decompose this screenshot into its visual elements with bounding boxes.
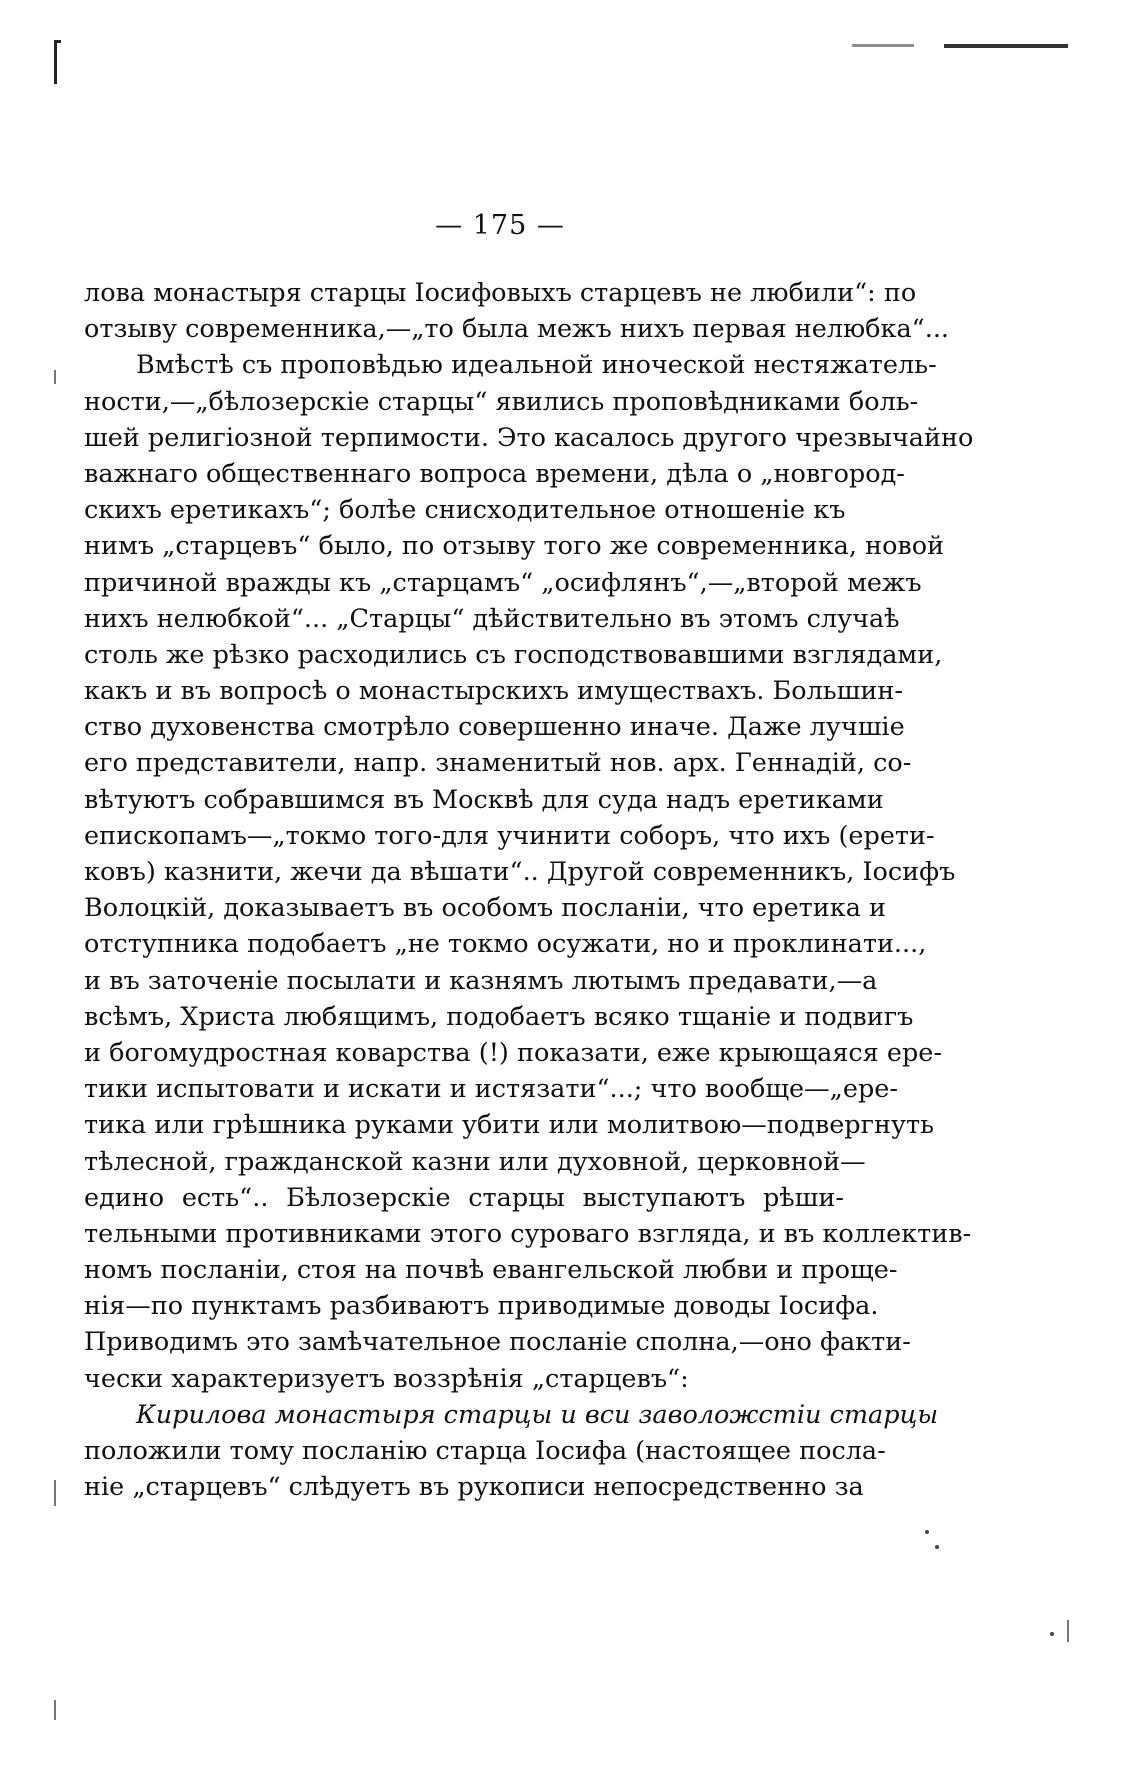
text-line: тики испытовати и искати и истязати“...; что вообще—„ере- bbox=[84, 1074, 898, 1105]
text-line: шей религіозной терпимости. Это касалось другого чрезвычайно bbox=[84, 422, 974, 453]
text-line: положили тому посланію старца Іосифа (настоящее посла- bbox=[84, 1436, 886, 1466]
margin-tick bbox=[54, 1700, 56, 1720]
text-line: его представители, напр. знаменитый нов. арх. Геннадій, со- bbox=[84, 748, 912, 779]
text-line: Кирилова монастыря старцы и вси заволожстіи старцы bbox=[136, 1399, 939, 1430]
text-line: важнаго общественнаго вопроса времени, дѣла о „новгород- bbox=[84, 458, 905, 489]
text-line: Волоцкій, доказываетъ въ особомъ посланіи, что еретика и bbox=[84, 893, 887, 924]
text-line: всѣмъ, Христа любящимъ, подобаетъ всяко тщаніе и подвигъ bbox=[84, 1001, 914, 1032]
text-line: какъ и въ вопросѣ о монастырскихъ имуществахъ. Большин- bbox=[84, 676, 904, 707]
text-line: ство духовенства смотрѣло совершенно иначе. Даже лучшіе bbox=[84, 712, 905, 743]
scan-speck bbox=[1050, 1632, 1054, 1636]
margin-tick bbox=[54, 1480, 56, 1506]
text-line: ніе „старцевъ“ слѣдуетъ въ рукописи непосредственно за bbox=[84, 1472, 864, 1503]
margin-tick bbox=[54, 370, 56, 384]
text-line: нія—по пунктамъ разбиваютъ приводимые доводы Іосифа. bbox=[84, 1291, 879, 1322]
scan-speck bbox=[935, 1545, 939, 1549]
text-line: столь же рѣзко расходились съ господствовавшими взглядами, bbox=[84, 639, 943, 670]
text-line: и въ заточеніе посылати и казнямъ лютымъ предавати,—а bbox=[84, 965, 878, 996]
text-line: тика или грѣшника руками убити или молитвою—подвергнуть bbox=[84, 1110, 934, 1141]
text-line: нимъ „старцевъ“ было, по отзыву того же современника, новой bbox=[84, 531, 945, 562]
text-line: Вмѣстѣ съ проповѣдью идеальной иноческой нестяжатель- bbox=[136, 350, 937, 381]
text-line: вѣтуютъ собравшимся въ Москвѣ для суда надъ еретиками bbox=[84, 784, 884, 815]
text-line: нихъ нелюбкой“... „Старцы“ дѣйствительно въ этомъ случаѣ bbox=[84, 603, 900, 634]
scan-mark-top-right-faint bbox=[852, 44, 914, 47]
scan-mark-left-tick bbox=[54, 40, 61, 43]
scan-speck bbox=[925, 1530, 929, 1534]
body-text bbox=[84, 275, 974, 1505]
text-line: чески характеризуетъ воззрѣнія „старцевъ“: bbox=[84, 1363, 689, 1394]
text-line: тельными противниками этого суроваго взгляда, и въ коллектив- bbox=[84, 1218, 972, 1249]
text-line: лова монастыря старцы Іосифовыхъ старцевъ не любили“: по bbox=[84, 278, 917, 308]
text-line: и богомудростная коварства (!) показати, еже крыющаяся ере- bbox=[84, 1037, 942, 1068]
text-line: едино есть“.. Бѣлозерскіе старцы выступаютъ рѣши- bbox=[84, 1182, 844, 1213]
text-line: номъ посланіи, стоя на почвѣ евангельской любви и проще- bbox=[84, 1255, 898, 1286]
text-line: причиной вражды къ „старцамъ“ „осифлянъ“,—„второй межъ bbox=[84, 567, 922, 598]
page-number: — 175 — bbox=[435, 210, 565, 241]
text-line: отступника подобаетъ „не токмо осужати, но и проклинати..., bbox=[84, 929, 927, 960]
text-line: ковъ) казнити, жечи да вѣшати“.. Другой современникъ, Іосифъ bbox=[84, 857, 956, 887]
text-line: ности,—„бѣлозерскіе старцы“ явились проповѣдниками боль- bbox=[84, 386, 919, 417]
text-line: епископамъ—„токмо того-для учинити соборъ, что ихъ (ерети- bbox=[84, 820, 935, 851]
scan-mark-top-right bbox=[944, 44, 1068, 48]
margin-tick bbox=[1067, 1620, 1069, 1642]
text-line: тѣлесной, гражданской казни или духовной, церковной— bbox=[84, 1146, 866, 1177]
text-line: Приводимъ это замѣчательное посланіе сполна,—оно факти- bbox=[84, 1327, 911, 1358]
scan-mark-left bbox=[54, 40, 57, 84]
text-line: отзыву современника,—„то была межъ нихъ первая нелюбка“... bbox=[84, 314, 950, 345]
text-line: скихъ еретикахъ“; болѣе снисходительное отношеніе къ bbox=[84, 495, 846, 526]
